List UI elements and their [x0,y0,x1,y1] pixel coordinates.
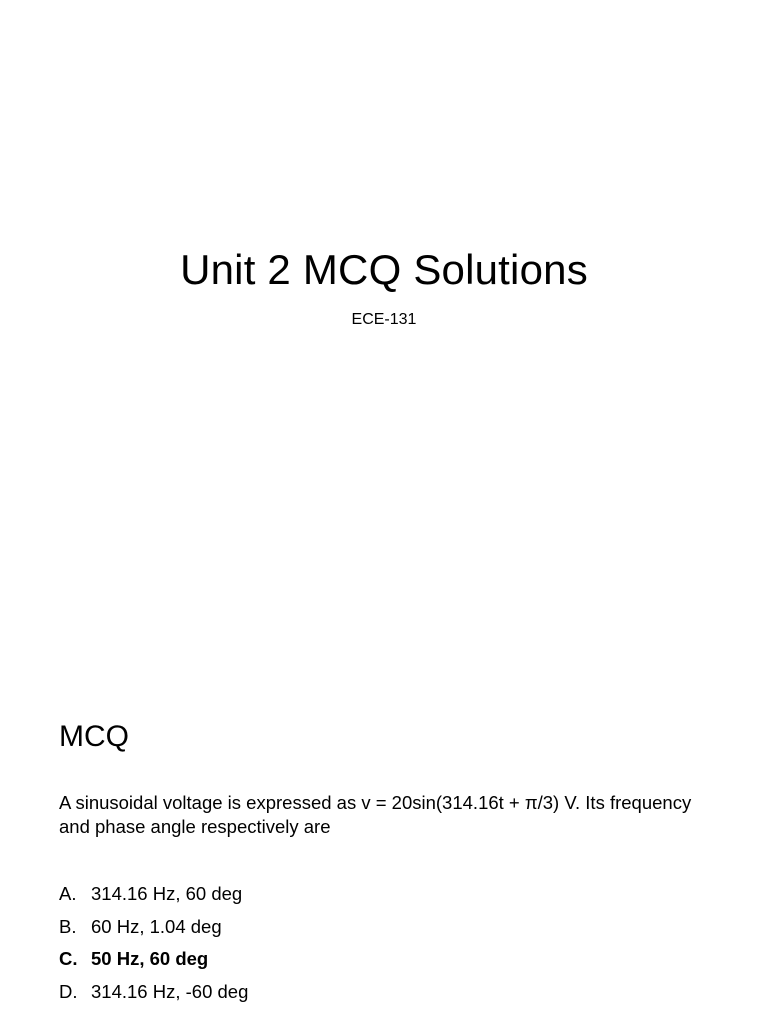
slide-title: Unit 2 MCQ Solutions [180,246,588,293]
option-b [59,911,248,944]
answer-options [59,878,248,1008]
question-text: A sinusoidal voltage is expressed as v = 20sin(314.16t + π/3) V. Its frequency and phase angle respectively are [59,792,692,837]
mcq-slide [0,680,768,1024]
option-letter: A. [59,883,77,904]
option-d [59,976,248,1009]
option-text: 314.16 Hz, -60 deg [91,980,249,1002]
option-text: 50 Hz, 60 deg [91,948,209,969]
option-c [59,943,248,976]
option-text: 314.16 Hz, 60 deg [91,883,243,904]
option-a [59,878,248,911]
slide-subtitle: ECE-131 [351,311,417,328]
option-letter: C. [59,948,78,969]
mcq-heading: MCQ [59,720,129,753]
option-letter: D. [59,980,78,1002]
option-letter: B. [59,915,77,937]
option-text: 60 Hz, 1.04 deg [91,915,222,937]
